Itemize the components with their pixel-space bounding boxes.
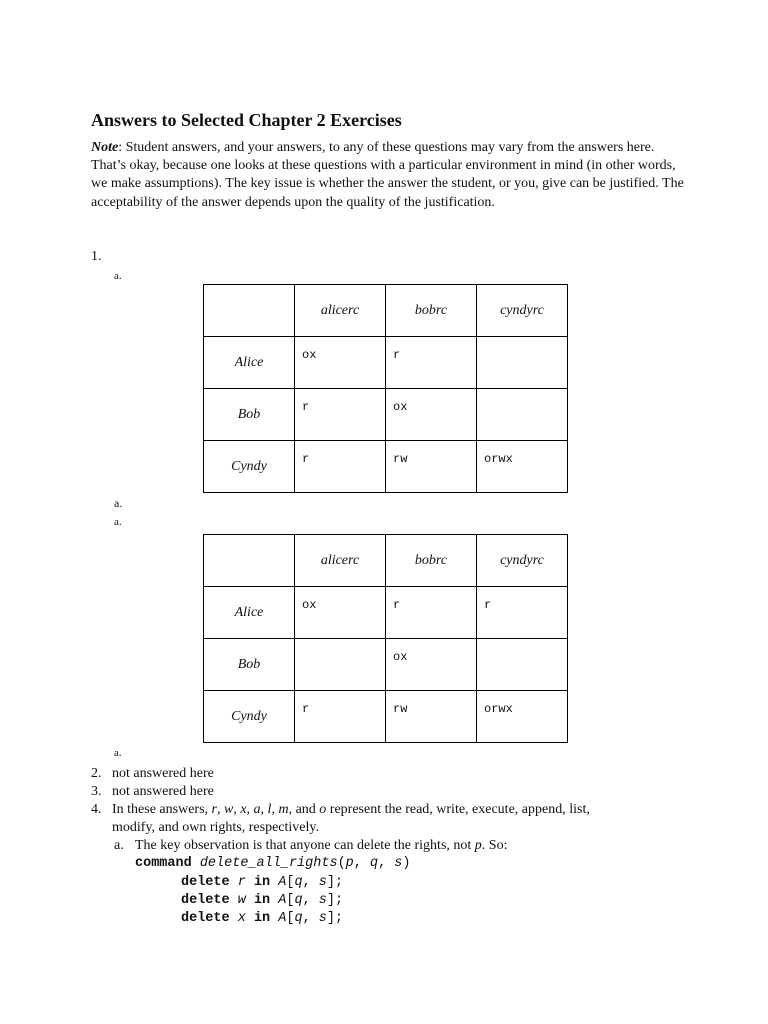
- table1-cell: [477, 441, 568, 493]
- code-punct: ): [402, 856, 411, 871]
- question-1-sub-a: a.: [114, 747, 122, 759]
- table2-corner: [204, 535, 295, 587]
- table2-row-header: Cyndy: [204, 691, 295, 743]
- code-keyword: delete: [181, 875, 230, 890]
- right-symbol: a: [253, 802, 261, 817]
- table2-cell-value: r: [302, 702, 310, 716]
- table1-cell: [295, 337, 386, 389]
- code-punct: ,: [378, 856, 395, 871]
- table1-col-header: cyndyrc: [477, 285, 568, 337]
- q4-sep: ,: [260, 802, 268, 817]
- table2-cell: [295, 639, 386, 691]
- q4-sep: ,: [271, 802, 279, 817]
- code-line-command: [135, 856, 411, 871]
- code-punct: ];: [326, 911, 344, 926]
- code-right: w: [237, 893, 246, 908]
- code-matrix: A: [278, 911, 287, 926]
- code-param: q: [369, 856, 379, 871]
- code-punct: ,: [302, 875, 319, 890]
- question-2-number: 2.: [91, 766, 102, 781]
- code-param: s: [394, 856, 403, 871]
- question-4-line-2: modify, and own rights, respectively.: [112, 820, 319, 835]
- right-symbol: w: [223, 802, 234, 817]
- question-1-sub-a: a.: [114, 516, 122, 528]
- code-keyword: in: [253, 893, 271, 908]
- table1-cell: [386, 441, 477, 493]
- code-punct: ,: [302, 893, 319, 908]
- code-keyword: command: [135, 856, 192, 871]
- code-param: q: [294, 911, 303, 926]
- table2-cell: [477, 639, 568, 691]
- table2-row-header: Bob: [204, 639, 295, 691]
- page-title: Answers to Selected Chapter 2 Exercises: [91, 110, 402, 130]
- code-line-delete: [181, 875, 343, 890]
- question-4-sub-a-text: [135, 838, 507, 854]
- table2-cell-value: r: [393, 598, 401, 612]
- access-matrix-table-1: [203, 284, 568, 493]
- q4-and: , and: [288, 802, 320, 817]
- table1-row-header: Bob: [204, 389, 295, 441]
- table2-cell: [386, 691, 477, 743]
- note-paragraph: [91, 139, 691, 212]
- right-symbol: r: [211, 802, 217, 817]
- question-4-line-1: [112, 802, 590, 818]
- table1-cell-value: r: [393, 348, 401, 362]
- table2-cell: [386, 587, 477, 639]
- question-1-number: 1.: [91, 249, 102, 264]
- code-right: x: [237, 911, 246, 926]
- q4a-text: The key observation is that anyone can delete the rights, not: [135, 838, 475, 853]
- table1-cell-value: r: [302, 452, 310, 466]
- right-symbol: l: [267, 802, 272, 817]
- code-punct: (: [337, 856, 346, 871]
- question-1-sub-a: a.: [114, 496, 123, 510]
- question-4-sub-a: a.: [114, 838, 124, 853]
- q4-sep: ,: [216, 802, 224, 817]
- question-4-number: 4.: [91, 802, 102, 817]
- code-punct: [: [286, 893, 295, 908]
- table2-col-header: bobrc: [386, 535, 477, 587]
- code-line-delete: [181, 893, 343, 908]
- table1-cell-value: r: [302, 400, 310, 414]
- question-1-sub-a: a.: [114, 270, 122, 282]
- code-punct: [: [286, 911, 295, 926]
- code-param: s: [318, 875, 327, 890]
- note-text: : Student answers, and your answers, to any of these questions may vary from the answers here. That’s okay, because one looks at these questions with a particular environment in mind (in other words, we make assumptions). The key issue is whether the answer the student, or you, give can be justified. The acceptability of the answer depends upon the quality of the justification.: [91, 140, 684, 210]
- table2-cell: [295, 691, 386, 743]
- q4a-var: p: [474, 838, 482, 853]
- code-param: s: [318, 893, 327, 908]
- q4-sep: ,: [233, 802, 241, 817]
- code-matrix: A: [278, 893, 287, 908]
- code-keyword: delete: [181, 911, 230, 926]
- table2-cell: [477, 691, 568, 743]
- code-function-name: delete_all_rights: [199, 856, 338, 871]
- table1-cell: [386, 389, 477, 441]
- table1-cell: [295, 389, 386, 441]
- right-symbol: o: [319, 802, 327, 817]
- question-3-text: not answered here: [112, 784, 214, 799]
- code-keyword: in: [253, 875, 271, 890]
- question-2-text: not answered here: [112, 766, 214, 781]
- table2-cell: [386, 639, 477, 691]
- q4-text: represent the read, write, execute, append, list,: [326, 802, 590, 817]
- right-symbol: x: [240, 802, 247, 817]
- table1-cell-value: orwx: [484, 452, 513, 466]
- code-param: q: [294, 893, 303, 908]
- table2-cell: [477, 587, 568, 639]
- code-punct: ,: [353, 856, 370, 871]
- code-punct: ];: [326, 893, 344, 908]
- code-matrix: A: [278, 875, 287, 890]
- question-3-number: 3.: [91, 784, 102, 799]
- q4-sep: ,: [246, 802, 254, 817]
- q4-text: In these answers,: [112, 802, 212, 817]
- table2-cell-value: orwx: [484, 702, 513, 716]
- q4a-text: . So:: [481, 838, 508, 853]
- code-right: r: [237, 875, 246, 890]
- code-punct: ,: [302, 911, 319, 926]
- code-line-delete: [181, 911, 343, 926]
- code-punct: [: [286, 875, 295, 890]
- table1-cell-value: rw: [393, 452, 408, 466]
- table2-cell: [295, 587, 386, 639]
- code-punct: ];: [326, 875, 344, 890]
- table1-cell: [386, 337, 477, 389]
- table2-row-header: Alice: [204, 587, 295, 639]
- code-param: p: [345, 856, 354, 871]
- table2-col-header: cyndyrc: [477, 535, 568, 587]
- table2-col-header: alicerc: [295, 535, 386, 587]
- table1-cell-value: ox: [393, 400, 408, 414]
- table2-cell-value: rw: [393, 702, 408, 716]
- table2-cell-value: r: [484, 598, 492, 612]
- code-keyword: delete: [181, 893, 230, 908]
- code-param: q: [294, 875, 303, 890]
- table2-cell-value: ox: [302, 598, 317, 612]
- code-param: s: [318, 911, 327, 926]
- right-symbol: m: [278, 802, 289, 817]
- code-keyword: in: [253, 911, 271, 926]
- table1-cell: [477, 337, 568, 389]
- table1-col-header: alicerc: [295, 285, 386, 337]
- table1-cell: [295, 441, 386, 493]
- table1-cell-value: ox: [302, 348, 317, 362]
- note-label: Note: [91, 140, 119, 155]
- table1-row-header: Alice: [204, 337, 295, 389]
- access-matrix-table-2: [203, 534, 568, 743]
- table1-row-header: Cyndy: [204, 441, 295, 493]
- table1-cell: [477, 389, 568, 441]
- table1-corner: [204, 285, 295, 337]
- table1-col-header: bobrc: [386, 285, 477, 337]
- table2-cell-value: ox: [393, 650, 408, 664]
